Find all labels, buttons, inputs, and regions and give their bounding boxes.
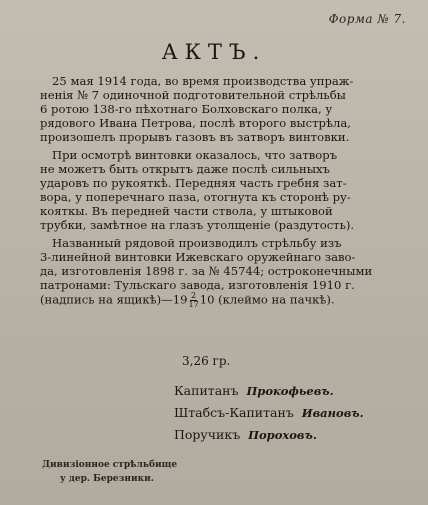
text-line: 25 мая 1914 года, во время производства упраж- xyxy=(52,74,354,88)
text-line: патронами: Тульскаго завода, изготовленія 1910 г. xyxy=(40,278,355,292)
signature-name: Ивановъ. xyxy=(301,406,364,420)
text-line: произошелъ прорывъ газовъ въ затворъ винтовки. xyxy=(40,130,350,144)
signature-rank: Штабсъ-Капитанъ xyxy=(174,405,294,420)
signature-line xyxy=(174,402,364,424)
signature-name: Пороховъ. xyxy=(248,428,317,442)
text-line: рядового Ивана Петрова, послѣ второго выстрѣла, xyxy=(40,116,351,130)
paragraph-incident xyxy=(40,74,412,144)
text-line: кояткы. Въ передней части ствола, у штыковой xyxy=(40,204,333,218)
text-line: Названный рядовой производилъ стрѣльбу изъ xyxy=(52,236,342,250)
location-stamp xyxy=(42,458,177,486)
text-line: не можетъ быть открытъ даже послѣ сильныхъ xyxy=(40,162,330,176)
text-line: ненія № 7 одиночной подготовительной стрѣльбы xyxy=(40,88,346,102)
form-number-label: Форма № 7. xyxy=(328,12,406,26)
stamp-line: у дер. Березники. xyxy=(60,474,154,484)
text-line: да, изготовленія 1898 г. за № 45744; остроконечными xyxy=(40,264,373,278)
signature-line xyxy=(174,424,364,446)
stamp-line: Дивизіонное стрѣльбище xyxy=(42,460,178,470)
paragraph-rifle-details xyxy=(40,236,412,309)
signature-rank: Поручикъ xyxy=(174,427,241,442)
text-line-marking xyxy=(40,292,412,309)
text-line: 3-линейной винтовки Ижевскаго оружейнаго заво- xyxy=(40,250,356,264)
paragraph-inspection xyxy=(40,148,412,232)
text-line: При осмотрѣ винтовки оказалось, что затворъ xyxy=(52,148,338,162)
text-line: вора, у поперечнаго паза, отогнута къ сторонѣ ру- xyxy=(40,190,351,204)
signature-rank: Капитанъ xyxy=(174,383,239,398)
signature-name: Прокофьевъ. xyxy=(246,384,334,398)
marking-text-before: (надпись на ящикѣ)—19 xyxy=(40,292,188,307)
caliber-value: 3,26 гр. xyxy=(182,354,231,368)
signature-block xyxy=(174,380,364,446)
text-line: 6 ротою 138-го пѣхотнаго Болховскаго полка, у xyxy=(40,102,333,116)
text-line: трубки, замѣтное на глазъ утолщеніе (раздутость). xyxy=(40,218,355,232)
date-fraction xyxy=(189,292,199,309)
document-title: АКТЪ. xyxy=(161,40,267,64)
fraction-denominator: 17 xyxy=(188,300,199,309)
act-body xyxy=(40,74,412,313)
signature-line xyxy=(174,380,364,402)
fraction-numerator: 2 xyxy=(191,291,197,300)
text-line: ударовъ по рукояткѣ. Передняя часть гребня зат- xyxy=(40,176,347,190)
marking-text-after: 10 (клеймо на пачкѣ). xyxy=(199,292,335,307)
